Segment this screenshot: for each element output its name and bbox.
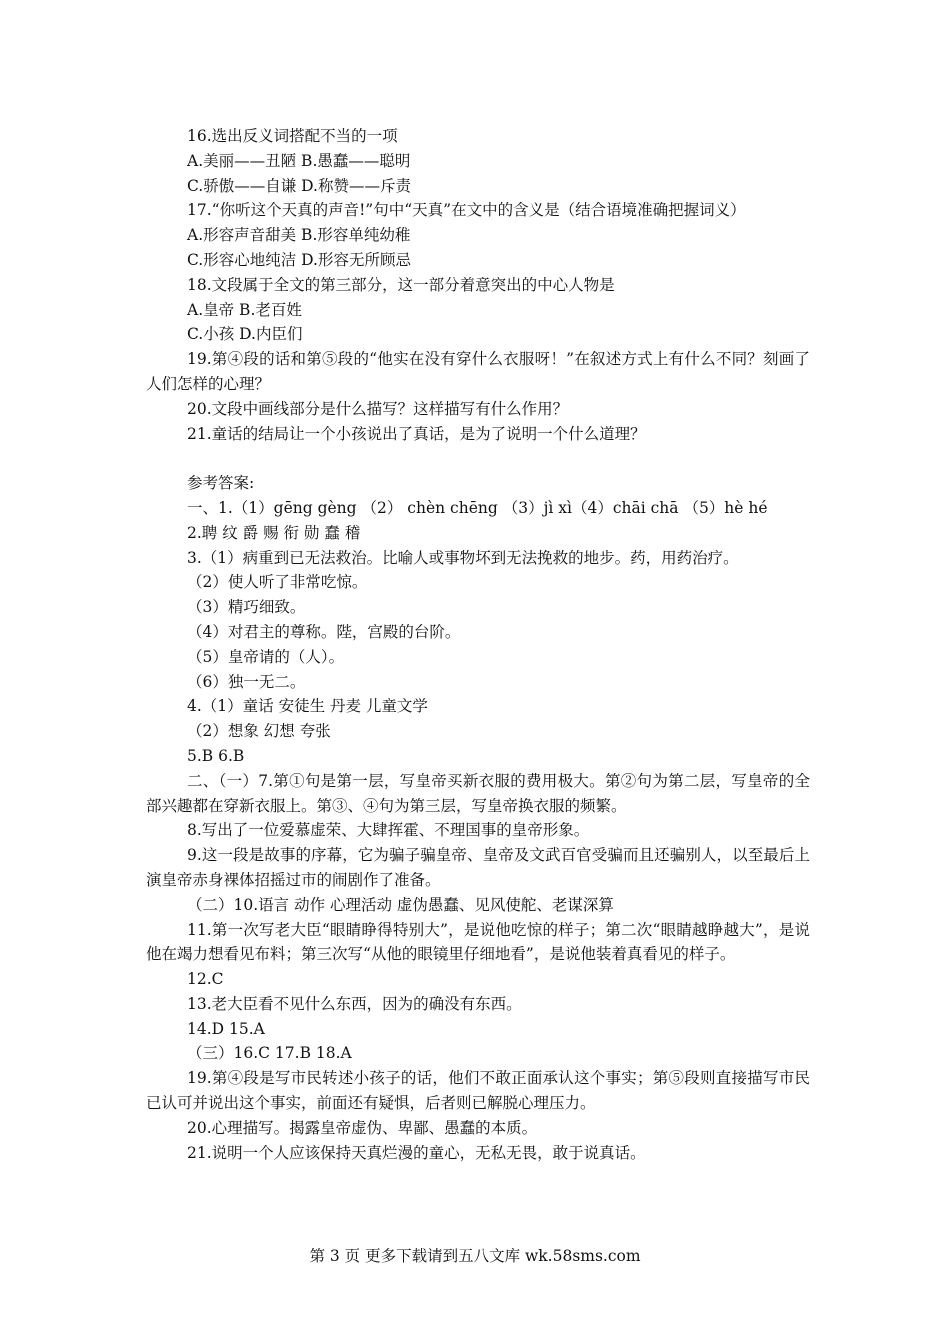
answer-line: 8.写出了一位爱慕虚荣、大肆挥霍、不理国事的皇帝形象。 xyxy=(187,821,590,840)
answer-line: 5.B 6.B xyxy=(187,746,245,765)
page-footer: 第 3 页 更多下载请到五八文库 wk.58sms.com xyxy=(309,1247,641,1265)
answer-line: （2）想象 幻想 夸张 xyxy=(187,722,331,741)
answer-line: 12.C xyxy=(187,970,224,989)
spacer xyxy=(146,446,810,471)
answer-line: （3）精巧细致。 xyxy=(187,598,306,617)
question-18-option-line-1: A.皇帝 B.老百姓 xyxy=(187,300,302,319)
answer-line: 13.老大臣看不见什么东西，因为的确没有东西。 xyxy=(187,994,522,1013)
answer-line: （三）16.C 17.B 18.A xyxy=(187,1044,352,1063)
answer-line: 20.心理描写。揭露皇帝虚伪、卑鄙、愚蠢的本质。 xyxy=(187,1118,538,1137)
question-20-title: 20.文段中画线部分是什么描写？这样描写有什么作用？ xyxy=(187,399,569,418)
answer-line: （5）皇帝请的（人）。 xyxy=(187,647,345,666)
answer-line: （4）对君主的尊称。陛，宫殿的台阶。 xyxy=(187,622,461,641)
question-16-title: 16.选出反义词搭配不当的一项 xyxy=(187,127,398,145)
question-16-option-line-2: C.骄傲——自谦 D.称赞——斥责 xyxy=(187,176,411,195)
question-17-title: 17.“你听这个天真的声音!”句中“天真”在文中的含义是（结合语境准确把握词义） xyxy=(187,201,746,220)
answers-list xyxy=(146,496,810,1166)
answer-line: （6）独一无二。 xyxy=(187,672,306,691)
question-16-option-line-1: A.美丽——丑陋 B.愚蠢——聪明 xyxy=(187,151,411,170)
answer-line: 2.聘 纹 爵 赐 衔 勋 蠢 稽 xyxy=(187,523,361,542)
answer-line: 9.这一段是故事的序幕，它为骗子骗皇帝、皇帝及文武百官受骗而且还骗别人，以至最后上演皇帝赤身裸体招摇过市的闹剧作了准备。 xyxy=(146,846,810,889)
answer-line: 11.第一次写老大臣“眼睛睁得特别大”，是说他吃惊的样子；第二次“眼睛越睁越大”，是说他在竭力想看见布料；第三次写“从他的眼镜里仔细地看”，是说他装着真看见的样子。 xyxy=(146,920,810,964)
answers-heading: 参考答案: xyxy=(187,474,255,493)
answer-line: 3.（1）病重到已无法救治。比喻人或事物坏到无法挽救的地步。药，用药治疗。 xyxy=(187,548,739,567)
answer-line: 二、（一）7.第①句是第一层，写皇帝买新衣服的费用极大。第②句为第二层，写皇帝的全部兴趣都在穿新衣服上。第③、④句为第三层，写皇帝换衣服的频繁。 xyxy=(146,771,810,815)
question-18-option-line-2: C.小孩 D.内臣们 xyxy=(187,325,303,344)
answer-line: 14.D 15.A xyxy=(187,1019,265,1038)
answer-line: （二）10.语言 动作 心理活动 虚伪愚蠢、见风使舵、老谋深算 xyxy=(187,895,614,914)
answer-line: 19.第④段是写市民转述小孩子的话，他们不敢正面承认这个事实；第⑤段则直接描写市民已认可并说出这个事实，前面还有疑惧，后者则已解脱心理压力。 xyxy=(146,1069,810,1113)
question-19-title: 19.第④段的话和第⑤段的“他实在没有穿什么衣服呀！”在叙述方式上有什么不同？刻画了人们怎样的心理？ xyxy=(146,350,810,393)
question-17-option-line-1: A.形容声音甜美 B.形容单纯幼稚 xyxy=(187,226,411,245)
question-18-title: 18.文段属于全文的第三部分，这一部分着意突出的中心人物是 xyxy=(187,275,615,294)
question-17-option-line-2: C.形容心地纯洁 D.形容无所顾忌 xyxy=(187,250,411,269)
page-content xyxy=(146,124,810,1165)
answer-line: 21.说明一个人应该保持天真烂漫的童心，无私无畏，敢于说真话。 xyxy=(187,1143,646,1162)
question-21-title: 21.童话的结局让一个小孩说出了真话，是为了说明一个什么道理？ xyxy=(187,424,646,443)
answer-line: 一、1.（1）gēng gèng （2） chèn chēng （3）jì xì（4）chāi chā （5）hè hé xyxy=(187,498,768,517)
answer-line: 4.（1）童话 安徒生 丹麦 儿童文学 xyxy=(187,697,428,716)
answer-line: （2）使人听了非常吃惊。 xyxy=(187,573,368,592)
